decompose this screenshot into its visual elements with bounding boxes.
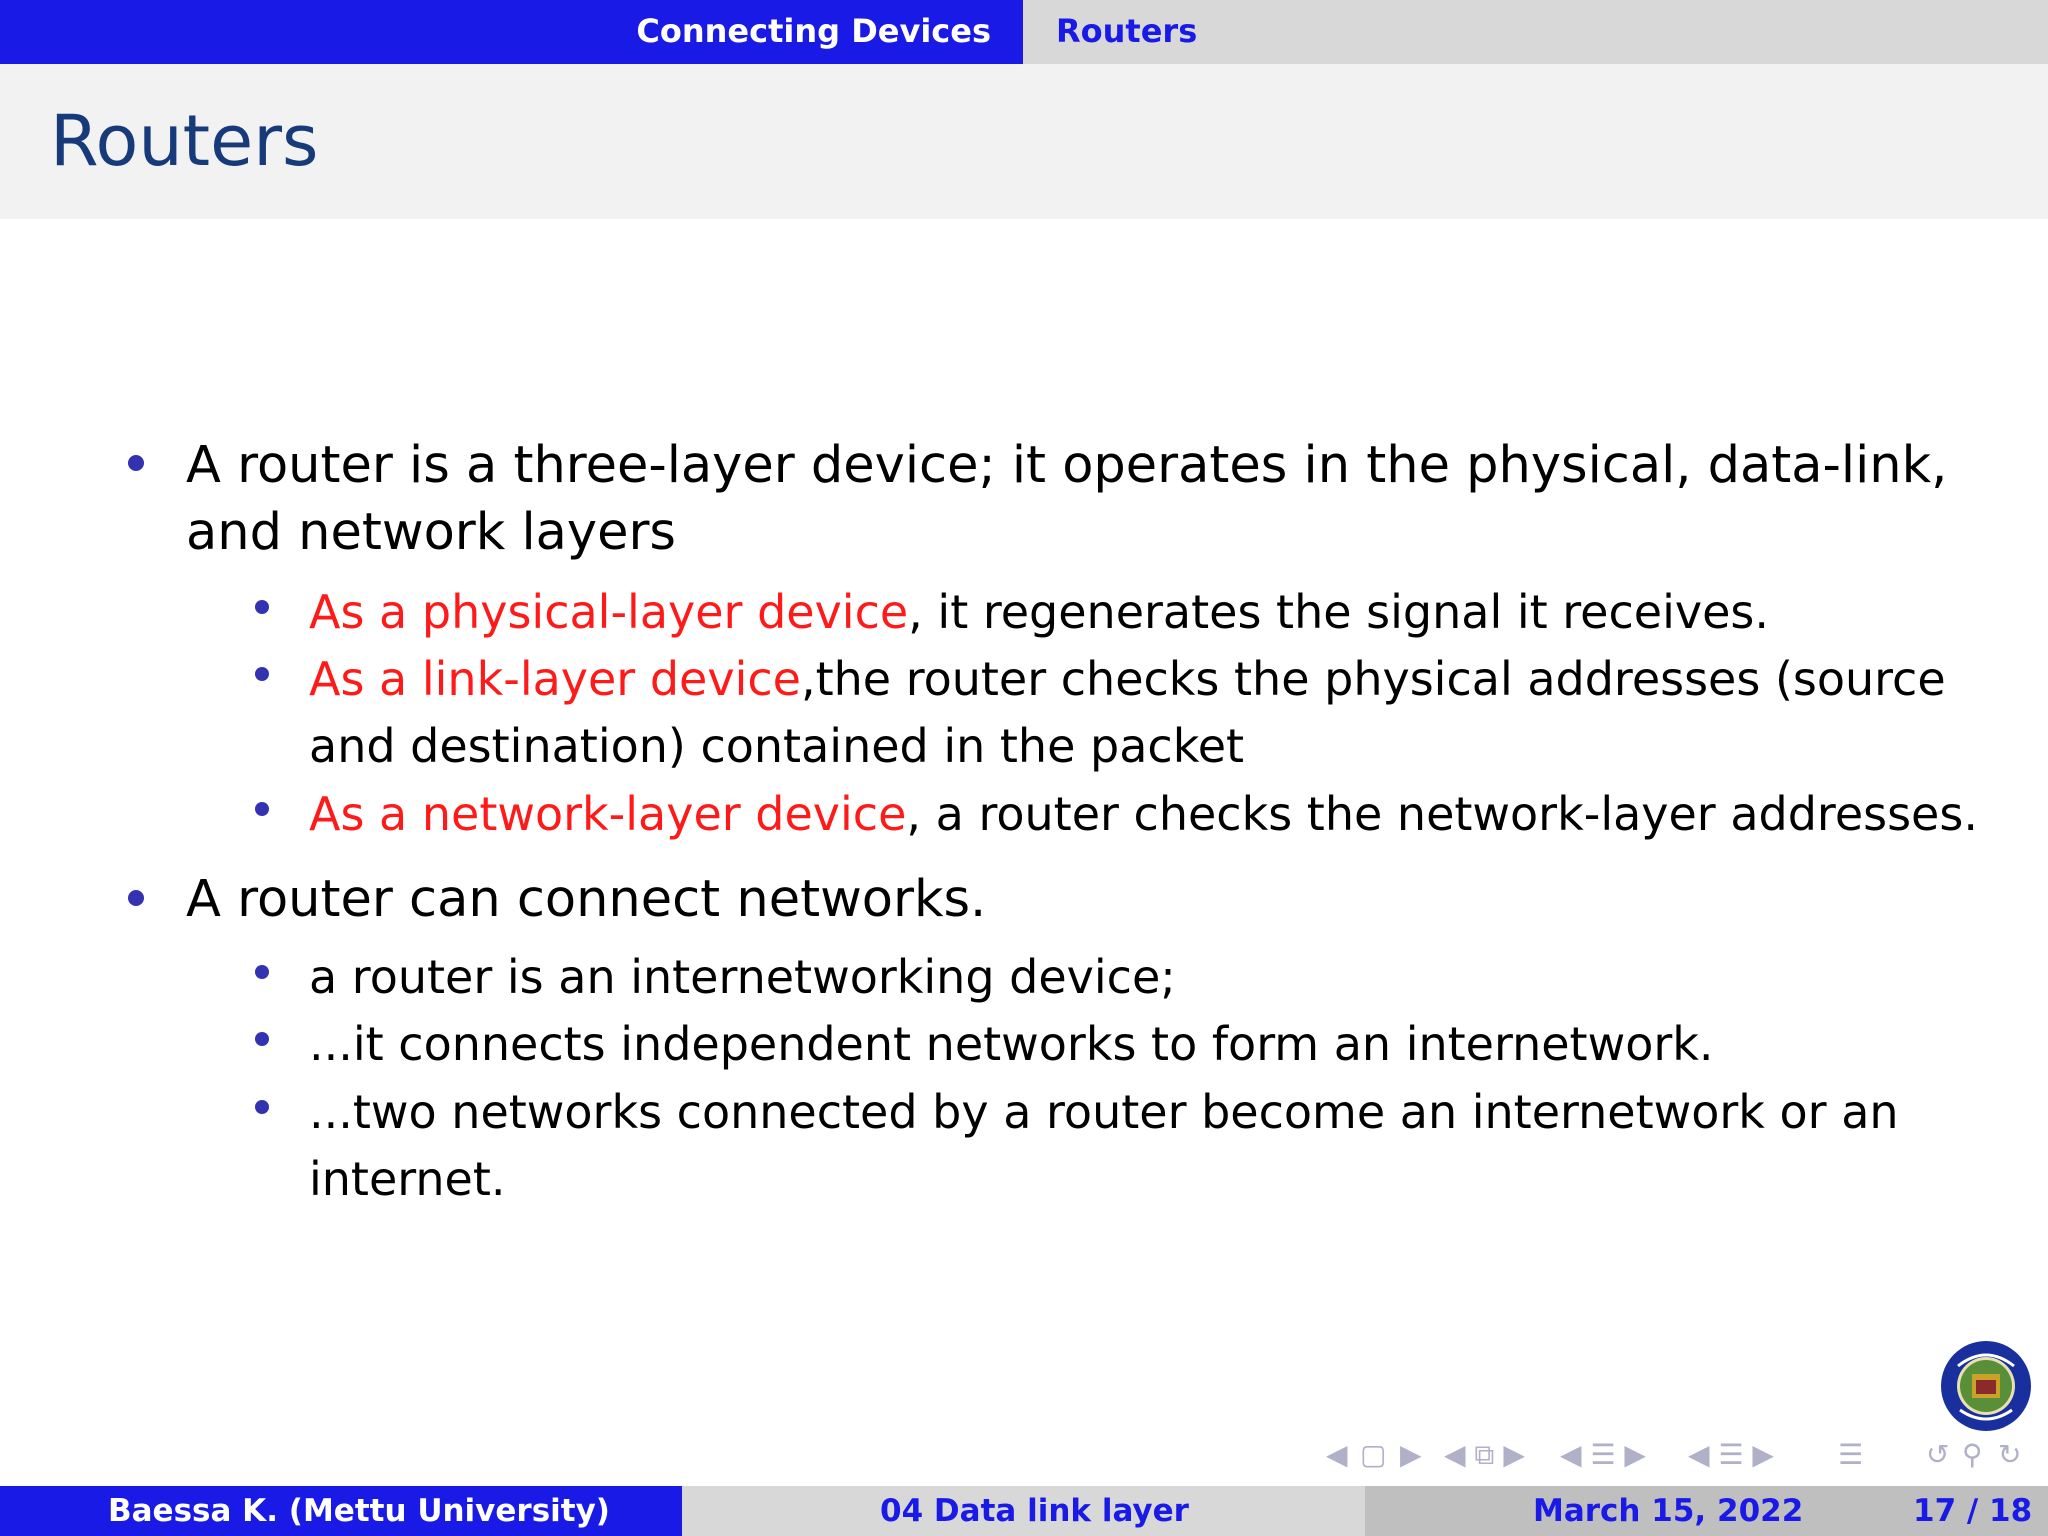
footer-date: March 15, 2022 <box>1533 1493 1804 1529</box>
bullet-marker <box>128 455 144 471</box>
footer-date-cell <box>1365 1486 2048 1536</box>
top-nav-right <box>1023 0 2048 64</box>
top-nav-left <box>0 0 1023 64</box>
nav-subsection-link[interactable]: Routers <box>1056 12 1198 50</box>
sub-bullet-text-cont: and destination) contained in the packet <box>309 719 1245 773</box>
nav-back-icon[interactable]: ↺ <box>1926 1438 1950 1471</box>
sub-bullet-marker <box>255 667 269 681</box>
nav-subsection-icon[interactable]: ◀ ⧉ ▶ <box>1444 1438 1525 1471</box>
sub-bullet-text <box>309 579 1769 646</box>
sub-bullet-marker <box>255 1032 269 1046</box>
bullet-text-cont: and network layers <box>186 503 677 562</box>
footer-page-number: 17 / 18 <box>1913 1493 2033 1529</box>
highlight-text: As a physical-layer device <box>309 585 909 639</box>
nav-forward-icon[interactable]: ↻ <box>1998 1438 2022 1471</box>
nav-section-link[interactable]: Connecting Devices <box>636 12 991 50</box>
bullet-marker <box>128 890 144 906</box>
sub-bullet-marker <box>255 802 269 816</box>
top-nav-bar <box>0 0 2048 64</box>
title-band <box>0 64 2048 219</box>
sub-bullet-marker <box>255 600 269 614</box>
sub-bullet-marker <box>255 965 269 979</box>
bullet-text: A router is a three-layer device; it operates in the physical, data-link, <box>186 436 1948 495</box>
sub-bullet-text: ...it connects independent networks to form an internetwork. <box>309 1017 1714 1071</box>
slide-title: Routers <box>50 100 319 182</box>
search-icon[interactable]: ⚲ <box>1962 1438 1983 1471</box>
sub-bullet-text <box>309 646 1946 713</box>
university-logo-icon <box>1940 1340 2032 1432</box>
footer-author-cell <box>0 1486 682 1536</box>
nav-section-icon[interactable]: ◀ ☰ ▶ <box>1560 1438 1646 1471</box>
nav-subsection-list-icon[interactable]: ◀ ☰ ▶ <box>1688 1438 1774 1471</box>
plain-text: ,the router checks the physical addresses (source <box>800 652 1946 706</box>
highlight-text: As a network-layer device <box>309 787 907 841</box>
footer-topic-cell <box>682 1486 1365 1536</box>
plain-text: , a router checks the network-layer addresses. <box>906 787 1978 841</box>
plain-text: , it regenerates the signal it receives. <box>908 585 1769 639</box>
sub-bullet-text-cont: internet. <box>309 1152 506 1206</box>
sub-bullet-text: ...two networks connected by a router become an internetwork or an <box>309 1085 1899 1139</box>
nav-toc-icon[interactable]: ☰ <box>1838 1438 1864 1471</box>
bullet-text: A router can connect networks. <box>186 870 987 929</box>
nav-frame-prev-icon[interactable]: ◀ <box>1326 1438 1348 1471</box>
highlight-text: As a link-layer device <box>309 652 801 706</box>
nav-frame-next-icon[interactable]: ▶ <box>1400 1438 1422 1471</box>
nav-frame-icon[interactable]: ▢ <box>1360 1438 1387 1471</box>
sub-bullet-text: a router is an internetworking device; <box>309 950 1176 1004</box>
footer-bar <box>0 1486 2048 1536</box>
footer-author: Baessa K. (Mettu University) <box>108 1493 610 1529</box>
sub-bullet-text <box>309 781 1978 848</box>
footer-topic: 04 Data link layer <box>880 1493 1189 1529</box>
sub-bullet-marker <box>255 1100 269 1114</box>
